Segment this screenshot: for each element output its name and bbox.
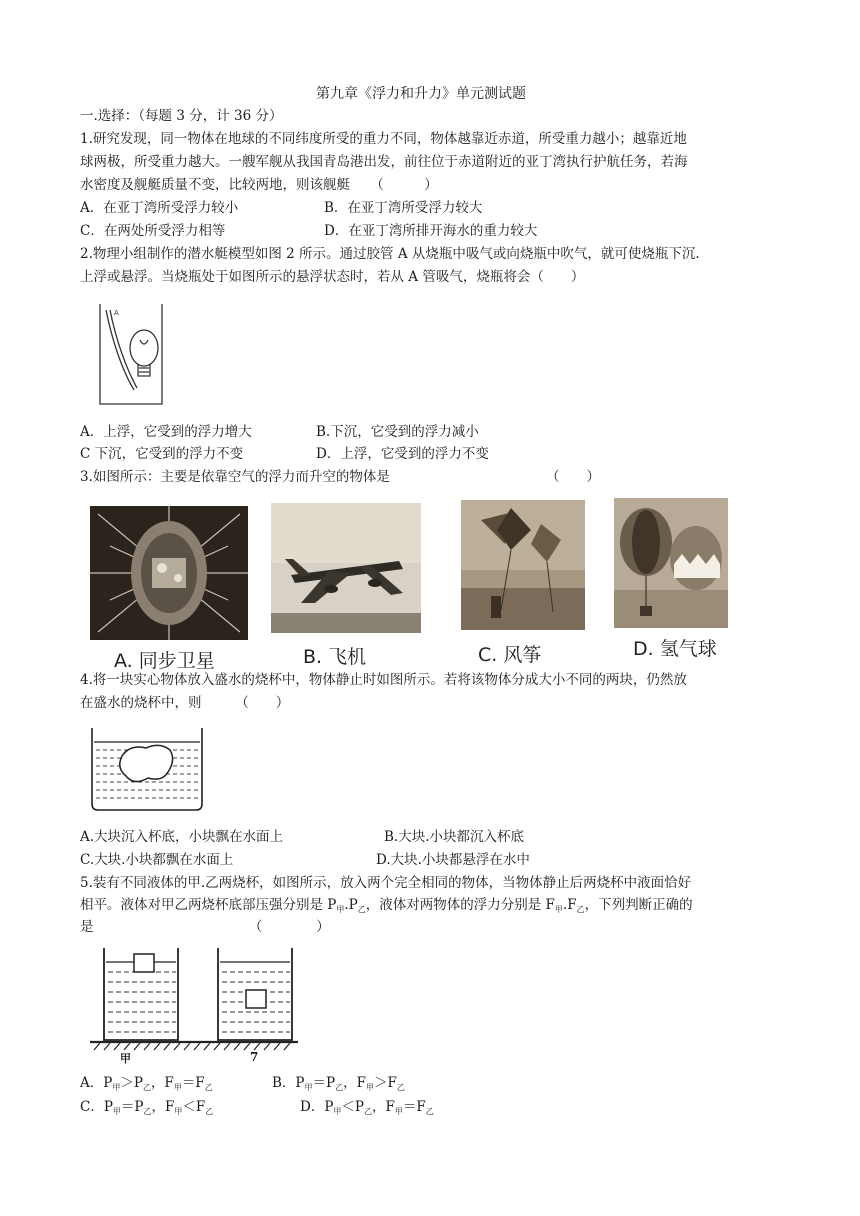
q1-line-1: 1.研究发现，同一物体在地球的不同纬度所受的重力不同，物体越靠近赤道，所受重力越小；越靠近地 (80, 131, 687, 147)
caption-d: D. 氢气球 (633, 638, 717, 660)
q5-line-3: 是 （ ） (80, 919, 330, 935)
q3-question: 3.如图所示：主要是依靠空气的浮力而升空的物体是 (80, 469, 390, 485)
two-beakers-figure (86, 942, 302, 1052)
submarine-model-figure (92, 300, 172, 410)
beaker-object-figure (88, 726, 208, 814)
q4-line-2: 在盛水的烧杯中，则 （ ） (80, 695, 290, 711)
q4-option-d: D.大块.小块都悬浮在水中 (376, 852, 530, 868)
airplane-photo (271, 503, 421, 633)
tube-label: A (114, 309, 119, 317)
q1-option-d: D．在亚丁湾所排开海水的重力较大 (324, 223, 538, 239)
q1-option-c: C．在两处所受浮力相等 (80, 223, 226, 239)
q5-option-c: C．$P_甲=P_乙$，$F_甲<F_乙$ (80, 1099, 214, 1116)
q2-option-d: D．上浮，它受到的浮力不变 (316, 446, 489, 462)
q2-option-b: B.下沉，它受到的浮力减小 (316, 424, 479, 440)
q4-line-1: 4.将一块实心物体放入盛水的烧杯中，物体静止时如图所示。若将该物体分成大小不同的两块，仍然放 (80, 672, 687, 688)
q4-option-b: B.大块.小块都沉入杯底 (384, 829, 525, 845)
section-heading: 一.选择：（每题 3 分，计 36 分） (80, 108, 283, 124)
q2-option-c: C 下沉，它受到的浮力不变 (80, 446, 244, 462)
q5-option-a: A．$P_甲>P_乙$，$F_甲=F_乙$ (80, 1075, 213, 1092)
balloon-photo (614, 498, 728, 628)
page-title: 第九章《浮力和升力》单元测试题 (316, 86, 526, 102)
q2-option-a: A．上浮，它受到的浮力增大 (80, 424, 252, 440)
q1-line-2: 球两极，所受重力越大。一艘军舰从我国青岛港出发，前往位于赤道附近的亚丁湾执行护航任务，若海 (80, 154, 688, 170)
beaker-label-yi: 7 (250, 1050, 259, 1064)
q2-line-2: 上浮或悬浮。当烧瓶处于如图所示的悬浮状态时，若从 A 管吸气，烧瓶将会（ ） (80, 269, 585, 285)
q1-option-a: A．在亚丁湾所受浮力较小 (80, 200, 239, 216)
q1-line-3: 水密度及舰艇质量不变，比较两地，则该舰艇 （ ） (80, 177, 438, 193)
caption-a: A. 同步卫星 (114, 650, 215, 672)
q4-option-a: A.大块沉入杯底，小块飘在水面上 (80, 829, 284, 845)
q1-option-b: B．在亚丁湾所受浮力较大 (324, 200, 483, 216)
q5-line-2: 相平。液体对甲乙两烧杯底部压强分别是 $P_甲.P_乙$，液体对两物体的浮力分别是 $F_甲.F_乙$，下列判断正确的 (80, 897, 693, 914)
beaker-label-jia: 甲 (120, 1052, 131, 1065)
caption-b: B. 飞机 (303, 646, 367, 668)
q3-blank: （ ） (546, 469, 600, 485)
kite-photo (461, 500, 585, 630)
q5-line-1: 5.装有不同液体的甲.乙两烧杯，如图所示，放入两个完全相同的物体，当物体静止后两烧杯中液面恰好 (80, 875, 692, 891)
q5-option-b: B．$P_甲=P_乙$，$F_甲>F_乙$ (272, 1075, 405, 1092)
satellite-photo (90, 506, 248, 640)
q2-line-1: 2.物理小组制作的潜水艇模型如图 2 所示。通过胶管 A 从烧瓶中吸气或向烧瓶中吹气，就可使烧瓶下沉. (80, 246, 700, 262)
caption-c: C. 风筝 (478, 644, 542, 666)
q4-option-c: C.大块.小块都飘在水面上 (80, 852, 234, 868)
q5-option-d: D．$P_甲<P_乙$，$F_甲=F_乙$ (300, 1099, 434, 1116)
